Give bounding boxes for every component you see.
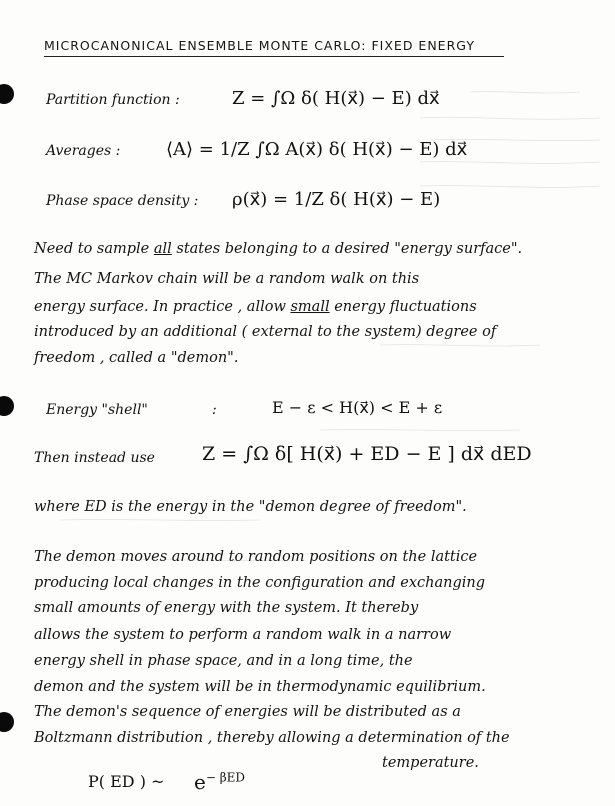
binder-hole-middle [0,396,14,416]
partition-function-label: Partition function : [46,92,180,108]
paragraph1-line5: freedom , called a "demon". [34,350,239,366]
binder-hole-bottom [0,712,14,732]
page-title: MICROCANONICAL ENSEMBLE MONTE CARLO: FIXED ENERGY [44,38,475,53]
boltzmann-exponent: − βED [205,770,246,785]
paragraph1-line3-a: energy surface. In practice , allow [34,299,291,315]
boltzmann-exponential [194,770,245,794]
phase-space-density-label: Phase space density : [46,193,199,209]
boltzmann-base: e [194,770,206,794]
paragraph1-line4: introduced by an additional ( external to the system) degree of [34,324,497,340]
paragraph1-line1 [34,242,522,257]
paragraph1-line3 [34,300,477,315]
energy-shell-colon: : [212,402,217,418]
averages-equation: ⟨A⟩ = 1/Z ∫Ω A(x⃗) δ( H(x⃗) − E) dx⃗ [166,139,468,160]
paragraph2-line2: producing local changes in the configuration and exchanging [34,575,486,591]
paragraph1-line1-a: Need to sample [34,241,154,257]
paragraph2-line9: temperature. [382,755,479,771]
paragraph2-line5: energy shell in phase space, and in a long time, the [34,653,413,669]
paragraph2-line6: demon and the system will be in thermodynamic equilibrium. [34,679,486,695]
paragraph2-line8: Boltzmann distribution , thereby allowing a determination of the [34,730,510,746]
instead-equation: Z = ∫Ω δ[ H(x⃗) + ED − E ] dx⃗ dED [202,443,532,465]
binder-hole-top [0,84,14,104]
paragraph1-line1-c: states belonging to a desired "energy surface". [171,241,523,257]
paragraph1-line3-c: energy fluctuations [329,299,477,315]
instead-label: Then instead use [34,450,155,466]
paragraph1-line3-small: small [290,299,330,315]
paragraph2-line4: allows the system to perform a random walk in a narrow [34,627,452,643]
boltzmann-lhs: P( ED ) ~ [88,772,165,791]
paragraph1-line1-all: all [153,241,172,257]
paragraph1-line2: The MC Markov chain will be a random walk on this [34,271,420,287]
energy-shell-equation: E − ε < H(x⃗) < E + ε [272,398,443,417]
paragraph2-line7: The demon's sequence of energies will be distributed as a [34,704,461,720]
paragraph2-line1: The demon moves around to random positions on the lattice [34,549,478,565]
paragraph2-line3: small amounts of energy with the system. It thereby [34,600,419,616]
phase-space-density-equation: ρ(x⃗) = 1/Z δ( H(x⃗) − E) [232,189,441,210]
where-line: where ED is the energy in the "demon degree of freedom". [34,499,467,515]
averages-label: Averages : [46,143,121,159]
energy-shell-label: Energy "shell" [46,402,148,418]
title-underline [44,56,504,57]
partition-function-equation: Z = ∫Ω δ( H(x⃗) − E) dx⃗ [232,88,440,109]
